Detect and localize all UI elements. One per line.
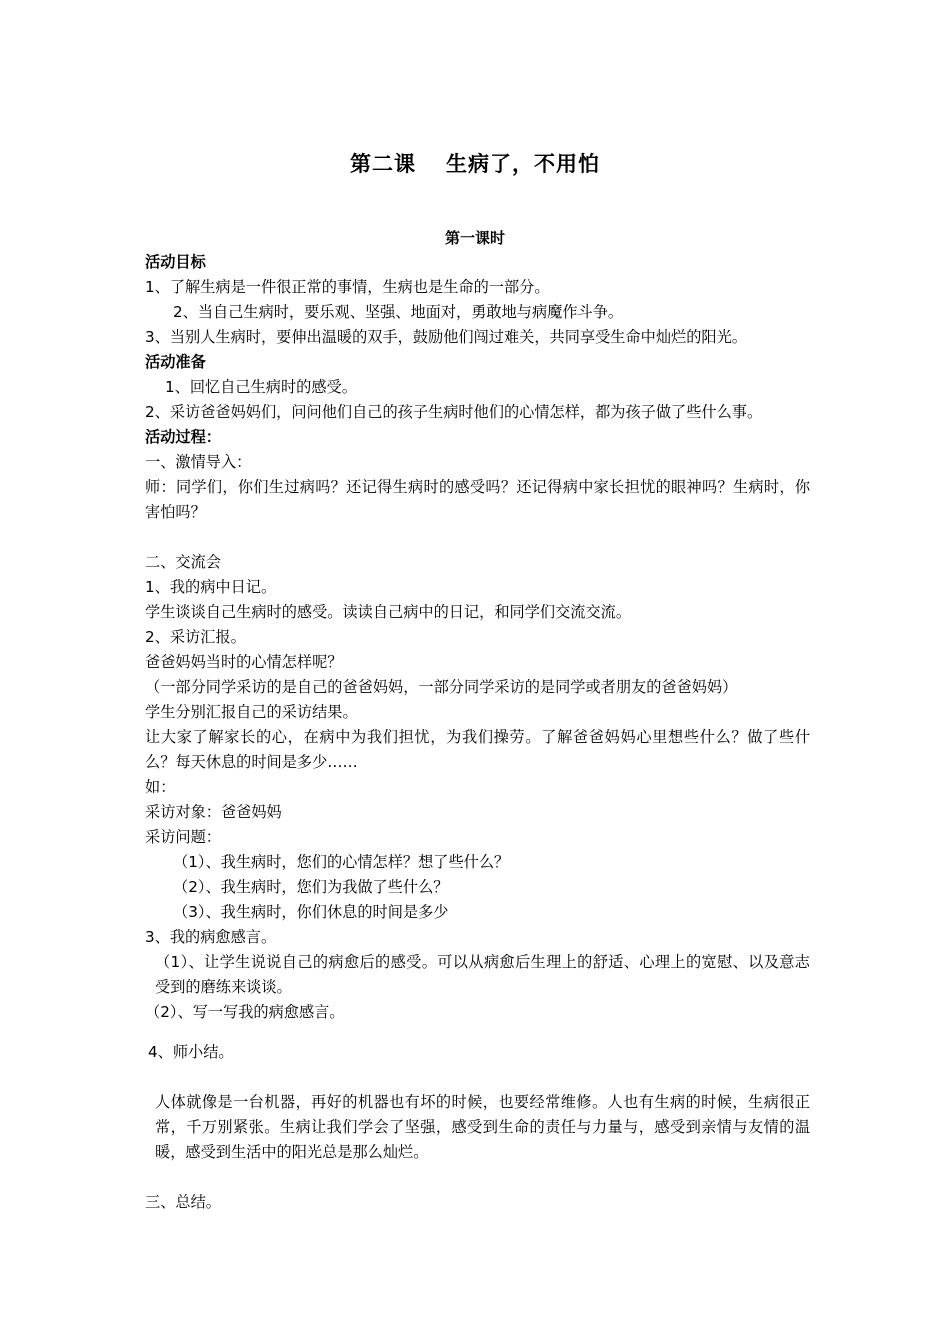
exchange-item-4: 4、师小结。 <box>148 1043 234 1061</box>
teacher-intro-paragraph: 师：同学们，你们生过病吗？还记得生病时的感受吗？还记得病中家长担忧的眼神吗？生病时，你害怕吗？ <box>145 478 810 521</box>
exchange-item-2: 2、采访汇报。 <box>145 628 246 646</box>
exchange-item-2-paragraph: 让大家了解家长的心，在病中为我们担忧，为我们操劳。了解爸爸妈妈心里想些什么？做了些什么？每天休息的时间是多少…… <box>145 728 810 771</box>
page-title <box>0 148 950 178</box>
exchange-item-2-note: （一部分同学采访的是自己的爸爸妈妈，一部分同学采访的是同学或者朋友的爸爸妈妈） <box>145 678 738 696</box>
goal-3: 3、当别人生病时，要伸出温暖的双手，鼓励他们闯过难关，共同享受生命中灿烂的阳光。 <box>145 328 747 346</box>
interview-question-2: （2）、我生病时，您们为我做了些什么？ <box>173 878 449 896</box>
interview-questions-label: 采访问题： <box>145 828 221 846</box>
section-exchange: 二、交流会 <box>145 553 221 571</box>
section-conclusion: 三、总结。 <box>145 1193 221 1211</box>
interview-question-3: （3）、我生病时，你们休息的时间是多少 <box>173 903 449 921</box>
section-intro: 一、激情导入： <box>145 453 252 471</box>
exchange-item-1: 1、我的病中日记。 <box>145 578 277 596</box>
heading-preparation: 活动准备 <box>145 353 206 371</box>
lesson-period: 第一课时 <box>444 229 505 247</box>
interview-target: 采访对象：爸爸妈妈 <box>145 803 282 821</box>
teacher-summary-paragraph: 人体就像是一台机器，再好的机器也有坏的时候，也要经常维修。人也有生病的时候，生病很正常，千万别紧张。生病让我们学会了坚强，感受到生命的责任与力量与，感受到亲情与友情的温暖，感受到生活中的阳光总是那么灿烂。 <box>155 1093 810 1161</box>
example-label: 如： <box>145 778 176 796</box>
lesson-number: 第二课 <box>350 152 416 176</box>
exchange-item-2-question: 爸爸妈妈当时的心情怎样呢？ <box>145 653 343 671</box>
exchange-item-1-detail: 学生谈谈自己生病时的感受。读读自己病中的日记，和同学们交流交流。 <box>145 603 631 621</box>
exchange-item-2-report: 学生分别汇报自己的采访结果。 <box>145 703 358 721</box>
exchange-item-3-write: （2）、写一写我的病愈感言。 <box>145 1003 345 1021</box>
heading-process: 活动过程： <box>145 428 221 446</box>
exchange-item-3: 3、我的病愈感言。 <box>145 928 277 946</box>
prep-1: 1、回忆自己生病时的感受。 <box>165 378 357 396</box>
exchange-item-3-detail: （1）、让学生说说自己的病愈后的感受。可以从病愈后生理上的舒适、心理上的宽慰、以及意志受到的磨练来谈谈。 <box>155 953 810 996</box>
goal-1: 1、了解生病是一件很正常的事情，生病也是生命的一部分。 <box>145 278 550 296</box>
lesson-name: 生病了，不用怕 <box>446 152 600 176</box>
goal-2: 2、当自己生病时，要乐观、坚强、地面对，勇敢地与病魔作斗争。 <box>173 303 624 321</box>
prep-2: 2、采访爸爸妈妈们，问问他们自己的孩子生病时他们的心情怎样，都为孩子做了些什么事。 <box>145 403 763 421</box>
heading-goals: 活动目标 <box>145 253 206 271</box>
document-body <box>145 250 810 1215</box>
interview-question-1: （1）、我生病时，您们的心情怎样？想了些什么？ <box>173 853 510 871</box>
